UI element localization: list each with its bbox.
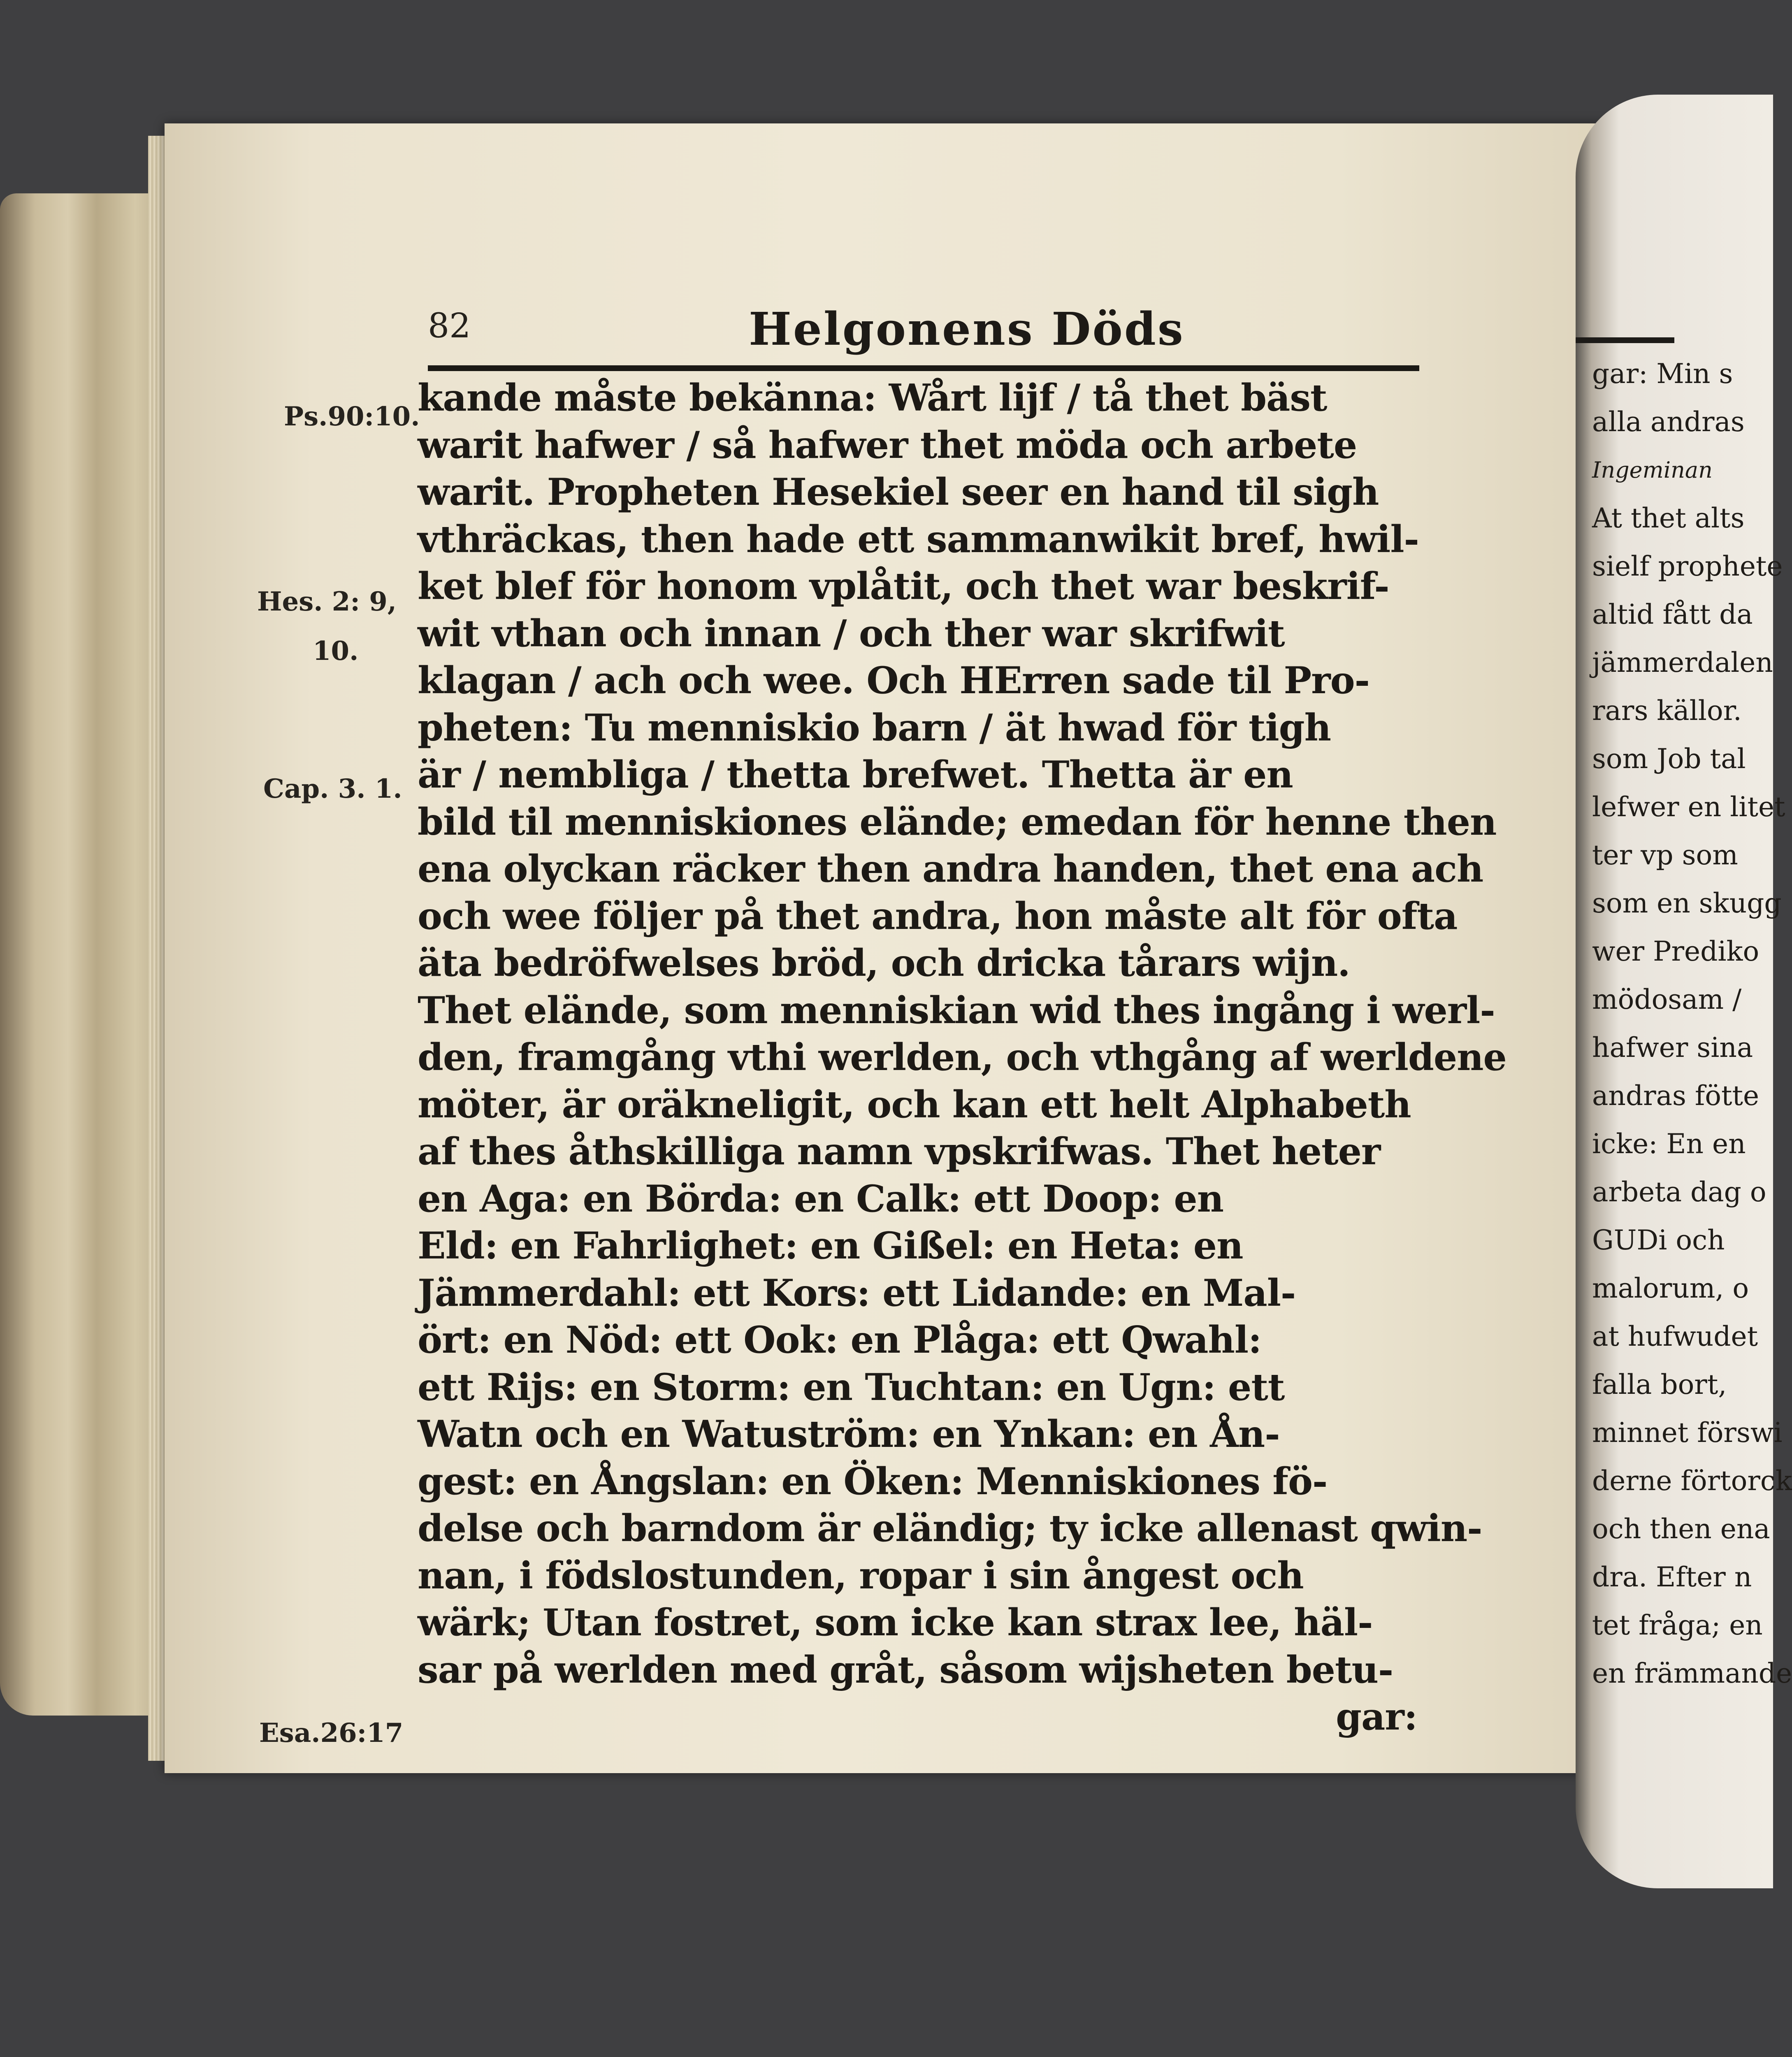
facing-line: jämmerdalen	[1592, 647, 1773, 678]
text-line: ena olyckan räcker then andra handen, thet ena ach	[418, 847, 1483, 891]
facing-line: som en skugg	[1592, 887, 1782, 919]
facing-line: wer Prediko	[1592, 936, 1760, 967]
marginal-note: 10.	[313, 636, 359, 666]
text-line: nan, i födslostunden, ropar i sin ångest och	[418, 1553, 1304, 1597]
facing-line: GUDi och	[1592, 1224, 1725, 1256]
facing-line: malorum, o	[1592, 1272, 1749, 1304]
facing-line: lefwer en litet	[1592, 791, 1785, 823]
text-line: Thet elände, som menniskian wid thes ingång i werl-	[418, 988, 1495, 1032]
text-line: ket blef för honom vplåtit, och thet war beskrif-	[418, 564, 1389, 608]
text-line: delse och barndom är eländig; ty icke allenast qwin-	[418, 1507, 1482, 1550]
running-head	[428, 302, 1415, 360]
facing-line: andras fötte	[1592, 1080, 1760, 1112]
text-line: äta bedröfwelses bröd, och dricka tårars wijn.	[418, 941, 1350, 985]
facing-line: alla andras	[1592, 406, 1745, 438]
text-line: Watn och en Watuström: en Ynkan: en Ån-	[418, 1412, 1280, 1456]
facing-line: altid fått da	[1592, 599, 1753, 630]
text-line: och wee följer på thet andra, hon måste alt för ofta	[418, 894, 1458, 938]
facing-line: arbeta dag o	[1592, 1176, 1766, 1208]
marginal-note: Esa.26:17	[259, 1718, 404, 1748]
marginal-note: Hes. 2: 9,	[257, 586, 397, 617]
facing-line: mödosam /	[1592, 984, 1742, 1015]
text-line: warit. Propheten Hesekiel seer en hand til sigh	[418, 470, 1379, 514]
text-line: en Aga: en Börda: en Calk: ett Doop: en	[418, 1177, 1224, 1221]
text-line: gest: en Ångslan: en Öken: Menniskiones fö-	[418, 1459, 1328, 1503]
facing-line: dra. Efter n	[1592, 1561, 1752, 1593]
text-line: af thes åthskilliga namn vpskrifwas. Thet heter	[418, 1130, 1381, 1173]
text-line: den, framgång vthi werlden, och vthgång af werldene	[418, 1035, 1506, 1079]
facing-head-rule	[1576, 337, 1674, 343]
text-line: bild til menniskiones elände; emedan för henne then	[418, 800, 1497, 844]
facing-line: rars källor.	[1592, 695, 1742, 727]
catchword: gar:	[1336, 1695, 1417, 1739]
text-line: klagan / ach och wee. Och HErren sade til Pro-	[418, 659, 1370, 702]
facing-page	[1576, 95, 1792, 1888]
facing-line: Ingeminan	[1592, 457, 1713, 483]
running-title: Helgonens Döds	[749, 302, 1185, 355]
text-block	[418, 374, 1506, 1741]
text-line: är / nembliga / thetta brefwet. Thetta är en	[418, 753, 1293, 796]
text-line: kande måste bekänna: Wårt lijf / tå thet bäst	[418, 376, 1327, 420]
text-line: möter, är oräkneligit, och kan ett helt Alphabeth	[418, 1082, 1411, 1126]
facing-line: tet fråga; en	[1592, 1609, 1763, 1641]
facing-text	[1592, 350, 1792, 1697]
text-line: ett Rijs: en Storm: en Tuchtan: en Ugn: ett	[418, 1365, 1285, 1409]
facing-line: och then ena	[1592, 1513, 1770, 1545]
text-line: sar på werlden med gråt, såsom wijsheten betu-	[418, 1648, 1393, 1692]
text-line: Jämmerdahl: ett Kors: ett Lidande: en Mal-	[418, 1271, 1296, 1315]
facing-line: som Job tal	[1592, 743, 1746, 775]
facing-line: ter vp som	[1592, 839, 1738, 871]
text-line: Eld: en Fahrlighet: en Gißel: en Heta: en	[418, 1224, 1243, 1268]
text-line: pheten: Tu menniskio barn / ät hwad för tigh	[418, 706, 1331, 750]
facing-line: icke: En en	[1592, 1128, 1746, 1160]
text-line: wit vthan och innan / och ther war skrifwit	[418, 611, 1285, 655]
facing-line: en främmande	[1592, 1658, 1792, 1689]
facing-line: hafwer sina	[1592, 1032, 1753, 1063]
facing-line: derne förtorck	[1592, 1465, 1792, 1497]
text-line: wärk; Utan fostret, som icke kan strax lee, häl-	[418, 1601, 1373, 1644]
facing-line: minnet förswi	[1592, 1417, 1783, 1449]
text-line: vthräckas, then hade ett sammanwikit bref, hwil-	[418, 517, 1419, 561]
facing-line: at hufwudet	[1592, 1321, 1758, 1352]
marginal-note: Ps.90:10.	[284, 401, 420, 432]
text-line: ört: en Nöd: ett Ook: en Plåga: ett Qwahl:	[418, 1318, 1262, 1362]
head-rule	[428, 365, 1419, 371]
facing-line: gar: Min s	[1592, 358, 1733, 390]
facing-line: falla bort,	[1592, 1369, 1727, 1400]
page-number: 82	[428, 306, 471, 346]
facing-line: At thet alts	[1592, 502, 1745, 534]
marginal-note: Cap. 3. 1.	[263, 773, 402, 804]
text-line: warit hafwer / så hafwer thet möda och arbete	[418, 423, 1357, 467]
facing-line: sielf prophete	[1592, 550, 1783, 582]
